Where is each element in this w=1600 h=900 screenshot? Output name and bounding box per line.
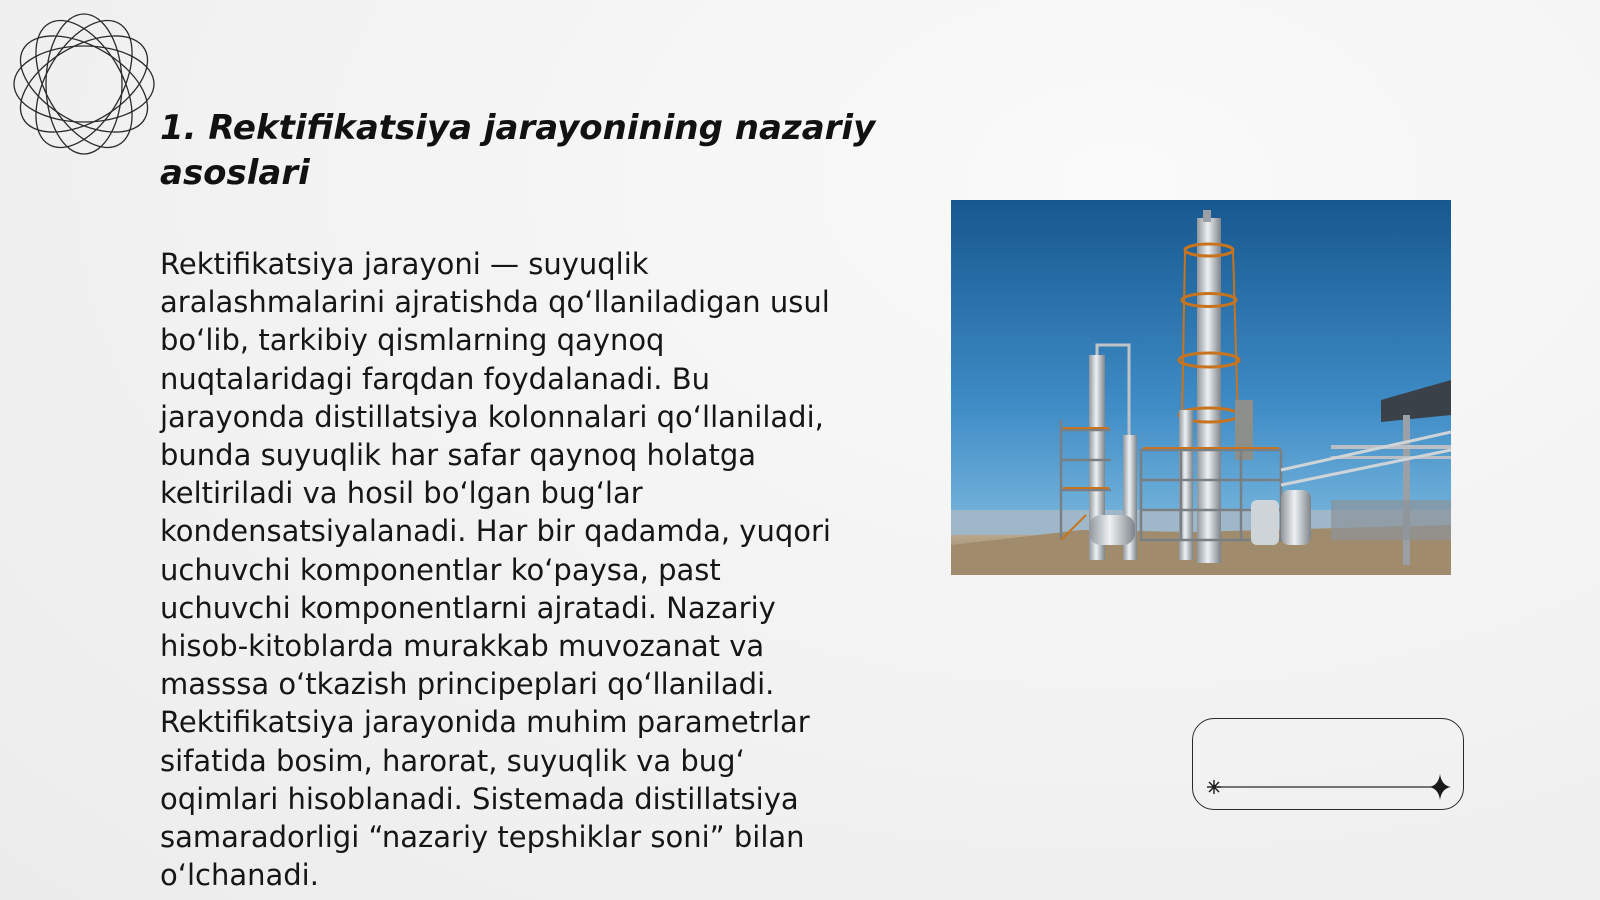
- slide-body-text: Rektifikatsiya jarayoni — suyuqlik aralashmalarini ajratishda qo‘llaniladigan usul bo‘lib, tarkibiy qismlarning qaynoq nuqtalaridagi farqdan foydalanadi. Bu jarayonda distillatsiya kolonnalari qo‘llaniladi, bunda suyuqlik har safar qaynoq holatga keltiriladi va hosil bo‘lgan bug‘lar kondensatsiyalanadi. Har bir qadamda, yuqori uchuvchi komponentlar ko‘paysa, past uchuvchi komponentlarni ajratadi. Nazariy hisob-kitoblarda murakkab muvozanat va masssa o‘tkazish principeplari qo‘llaniladi. Rektifikatsiya jarayonida muhim parametrlar sifatida bosim, harorat, suyuqlik va bug‘ oqimlari hisoblanadi. Sistemada distillatsiya samaradorligi “nazariy tepshiklar soni” bilan o‘lchanadi.: [160, 247, 831, 893]
- sparkle-icon: [1207, 780, 1221, 794]
- distillation-plant-photo: [951, 200, 1451, 575]
- decorative-line: [1192, 718, 1464, 810]
- orbital-rings-icon: [10, 10, 158, 158]
- slide-title: 1. Rektifikatsiya jarayonining nazariy asoslari: [160, 108, 876, 193]
- four-point-star-icon: [1429, 774, 1451, 800]
